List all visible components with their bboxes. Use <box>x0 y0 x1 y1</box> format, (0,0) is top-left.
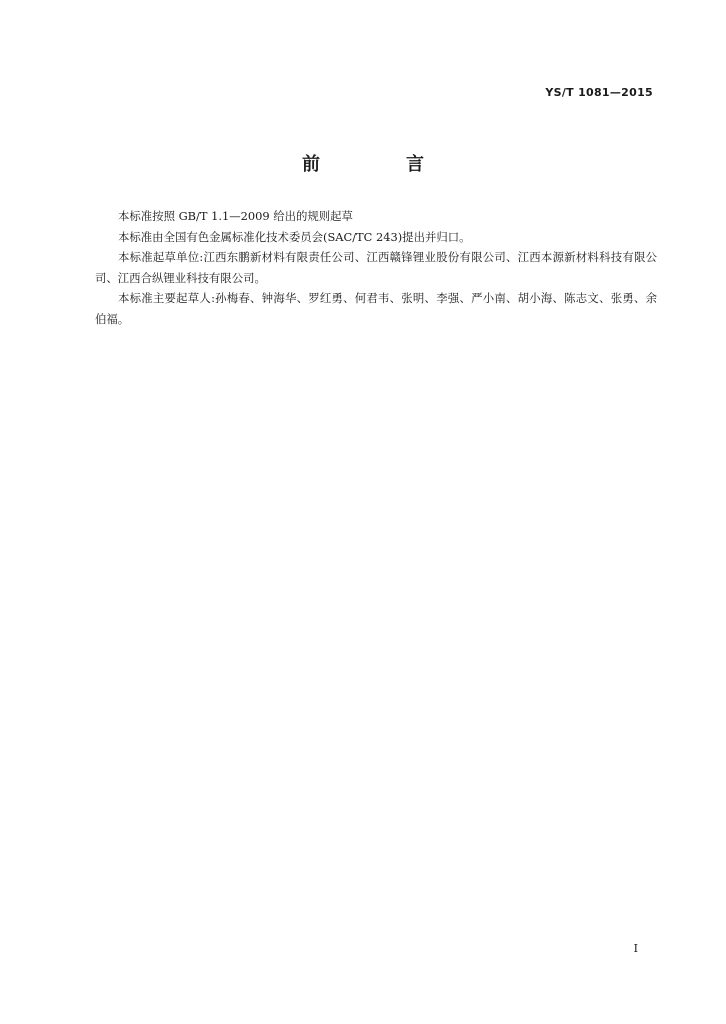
foreword-body <box>95 206 657 329</box>
paragraph-proposer: 本标准由全国有色金属标准化技术委员会(SAC/TC 243)提出并归口。 <box>118 229 471 244</box>
page-title: 前 言 <box>302 154 458 175</box>
paragraph-drafting-rules: 本标准按照 GB/T 1.1—2009 给出的规则起草 <box>118 209 353 223</box>
paragraph-main-drafters: 本标准主要起草人:孙梅春、钟海华、罗红勇、何君韦、张明、李强、严小南、胡小海、陈志文、张勇、余伯福。 <box>95 291 657 326</box>
paragraph-drafting-units: 本标准起草单位:江西东鹏新材料有限责任公司、江西赣锋锂业股份有限公司、江西本源新材料科技有限公司、江西合纵锂业科技有限公司。 <box>95 250 657 285</box>
standard-code: YS/T 1081—2015 <box>545 86 653 99</box>
page-number: I <box>633 942 638 955</box>
